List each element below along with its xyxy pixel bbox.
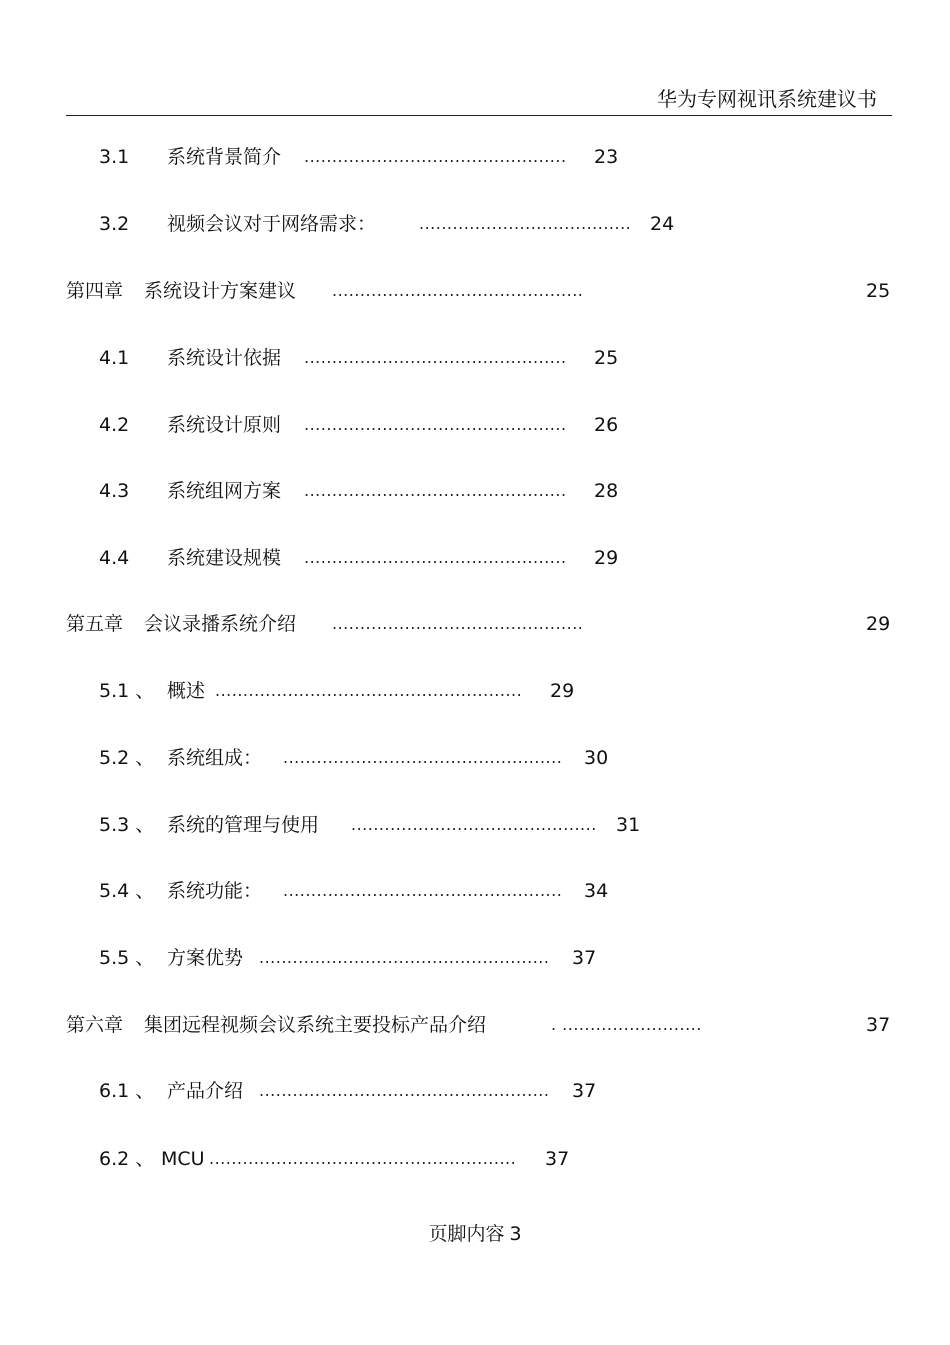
page-header-title: 华为专网视讯系统建议书 xyxy=(657,87,877,111)
toc-page-number: 23 xyxy=(594,146,619,168)
toc-leader-dots: .................................................. xyxy=(283,748,563,767)
toc-entry-title: 系统设计原则 xyxy=(167,414,282,436)
toc-entry-title: 系统设计依据 xyxy=(167,347,282,369)
toc-page-number: 29 xyxy=(550,680,575,702)
toc-page-number: 37 xyxy=(572,947,597,969)
toc-page-number: 34 xyxy=(584,880,609,902)
toc-page-number: 30 xyxy=(584,747,609,769)
toc-entry-title: 视频会议对于网络需求： xyxy=(167,213,377,235)
toc-page-number: 24 xyxy=(650,213,675,235)
toc-entry-title: 系统组成： xyxy=(167,747,263,769)
toc-entry-number: 4.1 xyxy=(99,347,130,369)
toc-entry-number: 5.1 、 xyxy=(99,680,155,702)
toc-page-number: 25 xyxy=(594,347,619,369)
toc-page-number: 29 xyxy=(594,547,619,569)
toc-chapter-number: 第六章 xyxy=(66,1014,124,1036)
toc-entry-title: 系统建设规模 xyxy=(167,547,282,569)
toc-leader-dots: ............................................ xyxy=(351,815,597,834)
toc-entry-number: 3.1 xyxy=(99,146,130,168)
toc-leader-dots: ....................................................... xyxy=(209,1149,517,1168)
toc-leader-dots: ...................................... xyxy=(419,214,632,233)
toc-entry-number: 4.3 xyxy=(99,480,130,502)
toc-entry-number: 5.2 、 xyxy=(99,747,155,769)
page-footer xyxy=(0,1219,950,1246)
toc-leader-dots: ............................................. xyxy=(332,614,584,633)
toc-chapter-number: 第五章 xyxy=(66,613,124,635)
toc-page-number: 25 xyxy=(866,280,891,302)
toc-leader-dots: ............................................... xyxy=(304,415,567,434)
toc-page-number: 28 xyxy=(594,480,619,502)
toc-entry-title: 系统功能： xyxy=(167,880,263,902)
toc-leader-dots: ............................................... xyxy=(304,548,567,567)
toc-entry-title: 系统的管理与使用 xyxy=(167,814,320,836)
toc-entry-title: 概述 xyxy=(167,680,206,702)
toc-entry-title: 产品介绍 xyxy=(167,1080,244,1102)
toc-entry-number: 6.1 、 xyxy=(99,1080,155,1102)
toc-chapter-number: 第四章 xyxy=(66,280,124,302)
toc-chapter-title: 系统设计方案建议 xyxy=(144,280,297,302)
toc-page-number: 37 xyxy=(572,1080,597,1102)
toc-entry-number: 6.2 、 xyxy=(99,1148,155,1170)
toc-entry-number: 4.4 xyxy=(99,547,130,569)
toc-leader-dots: . ......................... xyxy=(551,1015,702,1034)
toc-entry-number: 3.2 xyxy=(99,213,130,235)
toc-leader-dots: ............................................. xyxy=(332,281,584,300)
footer-label: 页脚内容 xyxy=(428,1223,505,1245)
toc-page-number: 31 xyxy=(616,814,641,836)
toc-page-number: 29 xyxy=(866,613,891,635)
toc-entry-title: 系统组网方案 xyxy=(167,480,282,502)
toc-leader-dots: ............................................... xyxy=(304,481,567,500)
toc-leader-dots: ............................................... xyxy=(304,147,567,166)
toc-leader-dots: .................................................. xyxy=(283,881,563,900)
toc-entry-number: 4.2 xyxy=(99,414,130,436)
toc-entry-number: 5.3 、 xyxy=(99,814,155,836)
toc-chapter-title: 集团远程视频会议系统主要投标产品介绍 xyxy=(144,1014,487,1036)
toc-chapter-title: 会议录播系统介绍 xyxy=(144,613,297,635)
toc-entry-number: 5.5 、 xyxy=(99,947,155,969)
toc-page-number: 26 xyxy=(594,414,619,436)
toc-entry-title: 系统背景简介 xyxy=(167,146,282,168)
toc-page-number: 37 xyxy=(545,1148,570,1170)
toc-leader-dots: ....................................................... xyxy=(215,681,523,700)
toc-entry-number: 5.4 、 xyxy=(99,880,155,902)
toc-leader-dots: .................................................... xyxy=(259,948,550,967)
toc-entry-title: 方案优势 xyxy=(167,947,244,969)
toc-leader-dots: ............................................... xyxy=(304,348,567,367)
toc-leader-dots: .................................................... xyxy=(259,1081,550,1100)
toc-page-number: 37 xyxy=(866,1014,891,1036)
toc-entry-title: MCU xyxy=(161,1148,205,1170)
footer-page-number: 3 xyxy=(509,1223,522,1245)
